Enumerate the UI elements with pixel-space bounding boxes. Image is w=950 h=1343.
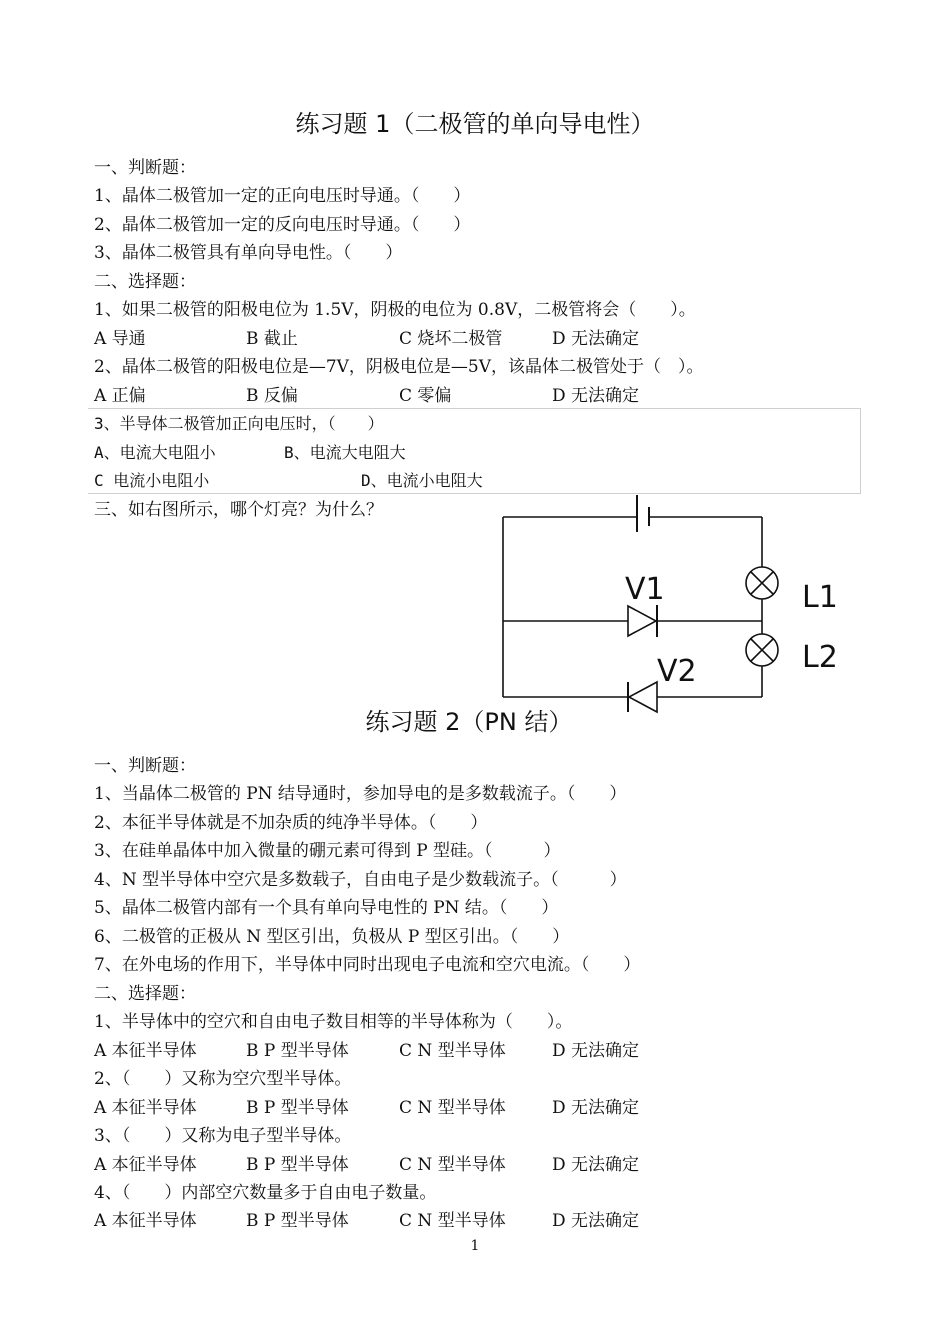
option-d: D 无法确定: [552, 1098, 640, 1118]
label-v2: V2: [657, 654, 697, 689]
ex2-section-judge: 一、判断题：: [94, 756, 196, 776]
option-d: D 无法确定: [552, 1211, 640, 1231]
ex2-section-choice: 二、选择题：: [94, 984, 196, 1004]
ex2-judge-1: 1、当晶体二极管的 PN 结导通时，参加导电的是多数载流子。（ ）: [94, 784, 627, 804]
option-a: A、电流大电阻小: [94, 443, 216, 462]
ex2-judge-2: 2、本征半导体就是不加杂质的纯净半导体。（ ）: [94, 813, 488, 833]
ex1-choice-1: 1、如果二极管的阳极电位为 1.5V，阴极的电位为 0.8V，二极管将会（ ）。: [94, 300, 696, 320]
ex1-section-judge: 一、判断题：: [94, 158, 196, 178]
label-v1: V1: [625, 572, 665, 607]
ex1-section-choice: 二、选择题：: [94, 272, 196, 292]
ex1-judge-1: 1、晶体二极管加一定的正向电压时导通。（ ）: [94, 186, 471, 206]
option-a: A 正偏: [94, 386, 146, 406]
option-c: C N 型半导体: [399, 1155, 506, 1175]
label-l1: L1: [802, 580, 838, 615]
option-c: C N 型半导体: [399, 1098, 506, 1118]
ex1-judge-2: 2、晶体二极管加一定的反向电压时导通。（ ）: [94, 215, 471, 235]
exercise1-title: 练习题 1（二极管的单向导电性）: [295, 110, 655, 138]
label-l2: L2: [802, 640, 838, 675]
ex1-judge-3: 3、晶体二极管具有单向导电性。（ ）: [94, 243, 403, 263]
option-a: A 导通: [94, 329, 146, 349]
exercise2-title: 练习题 2（PN 结）: [365, 708, 573, 736]
option-a: A 本征半导体: [94, 1211, 197, 1231]
option-d: D 无法确定: [552, 386, 640, 406]
option-b: B 反偏: [246, 386, 298, 406]
option-b: B P 型半导体: [246, 1211, 349, 1231]
ex2-judge-5: 5、晶体二极管内部有一个具有单向导电性的 PN 结。（ ）: [94, 898, 559, 918]
option-a: A 本征半导体: [94, 1098, 197, 1118]
ex1-choice-3: 3、半导体二极管加正向电压时，（ ）: [94, 414, 384, 433]
ex2-judge-7: 7、在外电场的作用下，半导体中同时出现电子电流和空穴电流。（ ）: [94, 955, 641, 975]
ex2-judge-3: 3、在硅单晶体中加入微量的硼元素可得到 P 型硅。（ ）: [94, 841, 561, 861]
option-c: C 烧坏二极管: [399, 329, 503, 349]
ex2-judge-4: 4、N 型半导体中空穴是多数载子，自由电子是少数载流子。（ ）: [94, 870, 627, 890]
option-c: C 零偏: [399, 386, 452, 406]
page-number: 1: [470, 1238, 480, 1254]
option-c: C N 型半导体: [399, 1211, 506, 1231]
option-d: D 无法确定: [552, 1155, 640, 1175]
option-d: D、电流小电阻大: [361, 471, 483, 490]
option-c: C N 型半导体: [399, 1041, 506, 1061]
option-d: D 无法确定: [552, 1041, 640, 1061]
option-b: B P 型半导体: [246, 1098, 349, 1118]
diode-v1: [628, 606, 656, 636]
ex2-choice-3: 3、（ ）又称为电子型半导体。: [94, 1126, 352, 1146]
ex2-judge-6: 6、二极管的正极从 N 型区引出，负极从 P 型区引出。（ ）: [94, 927, 570, 947]
option-a: A 本征半导体: [94, 1155, 197, 1175]
option-a: A 本征半导体: [94, 1041, 197, 1061]
option-c: C 电流小电阻小: [94, 471, 210, 490]
option-b: B P 型半导体: [246, 1041, 349, 1061]
option-b: B P 型半导体: [246, 1155, 349, 1175]
ex2-choice-2: 2、（ ）又称为空穴型半导体。: [94, 1069, 352, 1089]
ex2-choice-4: 4、（ ）内部空穴数量多于自由电子数量。: [94, 1183, 437, 1203]
option-b: B 截止: [246, 329, 298, 349]
ex1-section-circuit: 三、如右图所示，哪个灯亮？为什么？: [94, 500, 383, 520]
option-b: B、电流大电阻大: [284, 443, 406, 462]
ex1-choice-2: 2、晶体二极管的阳极电位是—7V，阴极电位是—5V，该晶体二极管处于（ ）。: [94, 357, 704, 377]
ex2-choice-1: 1、半导体中的空穴和自由电子数目相等的半导体称为（ ）。: [94, 1012, 573, 1032]
option-d: D 无法确定: [552, 329, 640, 349]
